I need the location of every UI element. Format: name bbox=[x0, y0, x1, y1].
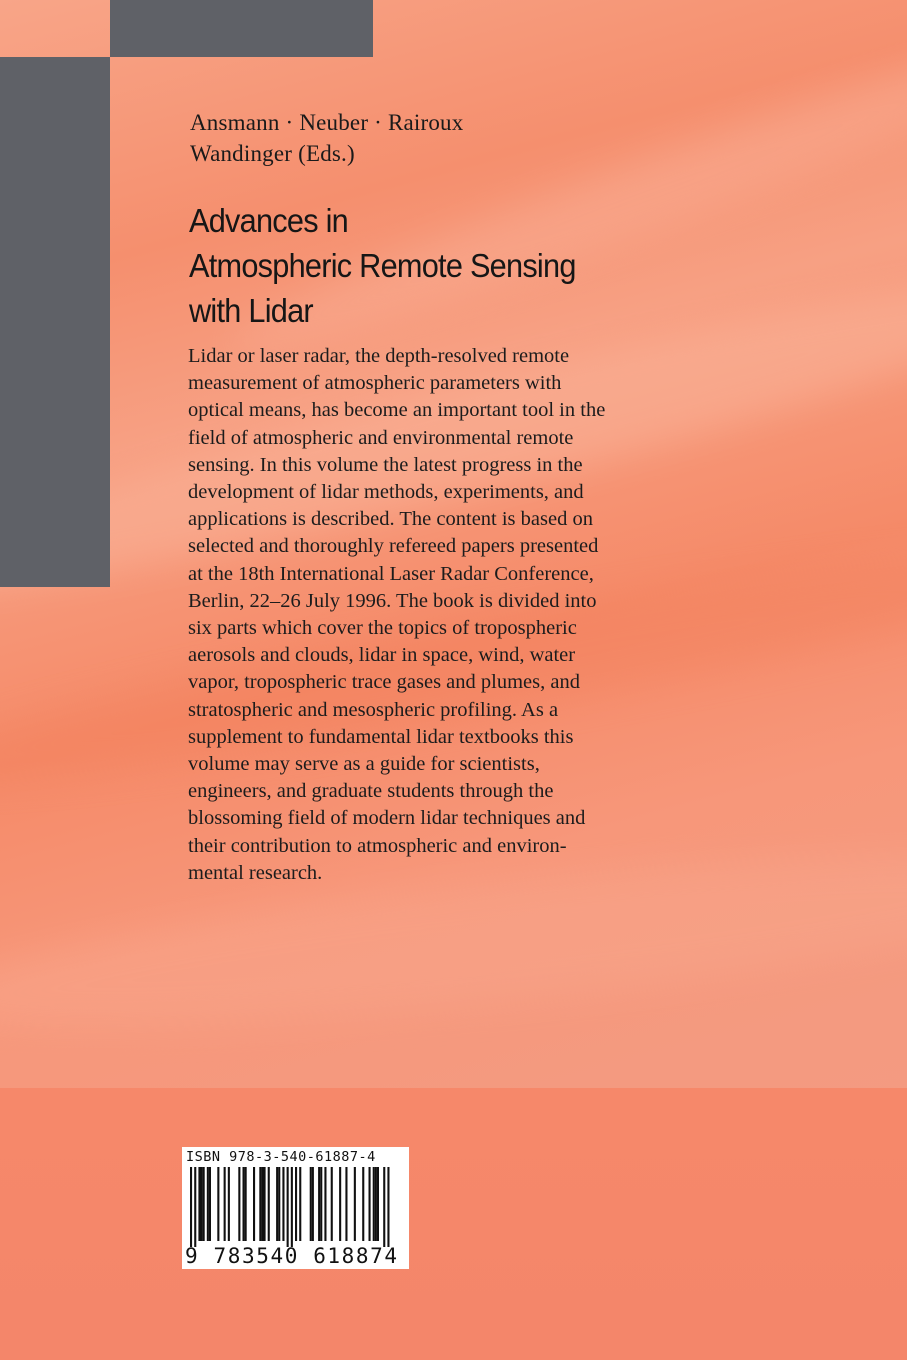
description-line: development of lidar methods, experiments, and bbox=[188, 481, 584, 504]
barcode-bar bbox=[261, 1167, 263, 1241]
barcode-bar bbox=[310, 1167, 312, 1241]
barcode-bar bbox=[383, 1167, 385, 1247]
barcode-bar bbox=[259, 1167, 261, 1241]
barcode-bar bbox=[276, 1167, 278, 1241]
barcode-bar bbox=[238, 1167, 240, 1241]
isbn-barcode bbox=[182, 1147, 409, 1269]
barcode-bar bbox=[320, 1167, 322, 1241]
description-line: stratospheric and mesospheric profiling. As a bbox=[188, 698, 559, 721]
gray-bar-vertical bbox=[0, 57, 110, 587]
editors bbox=[190, 107, 463, 169]
title-line: Atmospheric Remote Sensing bbox=[189, 247, 576, 284]
barcode-bar bbox=[369, 1167, 371, 1241]
description-line: engineers, and graduate students through the bbox=[188, 780, 554, 803]
description-line: measurement of atmospheric parameters with bbox=[188, 372, 562, 395]
description-line: vapor, tropospheric trace gases and plumes, and bbox=[188, 671, 580, 694]
barcode-bar bbox=[203, 1167, 205, 1241]
title-line: Advances in bbox=[189, 202, 349, 239]
barcode-bar bbox=[377, 1167, 379, 1241]
description-line: volume may serve as a guide for scientists, bbox=[188, 753, 540, 776]
barcode-bar bbox=[295, 1167, 297, 1241]
barcode-bar bbox=[209, 1167, 211, 1241]
barcode-bar bbox=[387, 1167, 389, 1247]
isbn-label: ISBN 978-3-540-61887-4 bbox=[186, 1149, 376, 1165]
description-line: mental research. bbox=[188, 861, 323, 884]
barcode-bar bbox=[224, 1167, 226, 1241]
bottom-color-band bbox=[0, 1088, 907, 1360]
barcode-bar bbox=[339, 1167, 341, 1241]
barcode-bar bbox=[282, 1167, 284, 1241]
title-line: with Lidar bbox=[189, 292, 313, 329]
description-line: field of atmospheric and environmental remote bbox=[188, 426, 574, 449]
barcode-bar bbox=[362, 1167, 364, 1241]
barcode-bar bbox=[243, 1167, 245, 1241]
description-line: at the 18th International Laser Radar Conference, bbox=[188, 562, 594, 585]
description-line: selected and thoroughly refereed papers presented bbox=[188, 535, 599, 558]
barcode-bar bbox=[331, 1167, 333, 1241]
barcode-bar bbox=[354, 1167, 356, 1241]
description-line: supplement to fundamental lidar textbooks this bbox=[188, 725, 574, 748]
barcode-bar bbox=[207, 1167, 209, 1241]
barcode-bar bbox=[198, 1167, 200, 1241]
barcode-bars bbox=[190, 1167, 401, 1247]
description-line: applications is described. The content is based on bbox=[188, 508, 593, 531]
book-description bbox=[188, 343, 605, 887]
barcode-bar bbox=[245, 1167, 247, 1241]
gray-bar-horizontal bbox=[110, 0, 373, 57]
barcode-bar bbox=[264, 1167, 266, 1241]
barcode-bar bbox=[217, 1167, 219, 1241]
description-line: optical means, has become an important tool in the bbox=[188, 399, 606, 422]
barcode-bar bbox=[291, 1167, 293, 1247]
description-line: aerosols and clouds, lidar in space, wind, water bbox=[188, 644, 576, 667]
barcode-bar bbox=[324, 1167, 326, 1241]
description-line: six parts which cover the topics of tropospheric bbox=[188, 617, 577, 640]
barcode-bar bbox=[375, 1167, 377, 1241]
barcode-bar bbox=[201, 1167, 203, 1241]
barcode-bar bbox=[299, 1167, 301, 1241]
barcode-bar bbox=[312, 1167, 314, 1241]
barcode-bar bbox=[268, 1167, 270, 1241]
barcode-bar bbox=[194, 1167, 196, 1247]
barcode-bar bbox=[278, 1167, 280, 1241]
barcode-bar bbox=[345, 1167, 347, 1241]
barcode-bar bbox=[318, 1167, 320, 1241]
barcode-bar bbox=[253, 1167, 255, 1241]
description-line: blossoming field of modern lidar techniques and bbox=[188, 807, 586, 830]
barcode-bar bbox=[373, 1167, 375, 1241]
barcode-bar bbox=[190, 1167, 192, 1247]
description-line: Berlin, 22–26 July 1996. The book is divided into bbox=[188, 589, 597, 612]
description-line: Lidar or laser radar, the depth-resolved remote bbox=[188, 345, 570, 367]
editors-line-2: Wandinger (Eds.) bbox=[190, 141, 355, 166]
book-title bbox=[189, 198, 576, 333]
barcode-bar bbox=[228, 1167, 230, 1241]
ean-digits: 9 783540 618874 bbox=[185, 1244, 399, 1268]
description-line: sensing. In this volume the latest progress in the bbox=[188, 453, 583, 476]
barcode-bar bbox=[287, 1167, 289, 1247]
editors-line-1: Ansmann · Neuber · Rairoux bbox=[190, 110, 464, 135]
description-line: their contribution to atmospheric and environ- bbox=[188, 834, 567, 857]
